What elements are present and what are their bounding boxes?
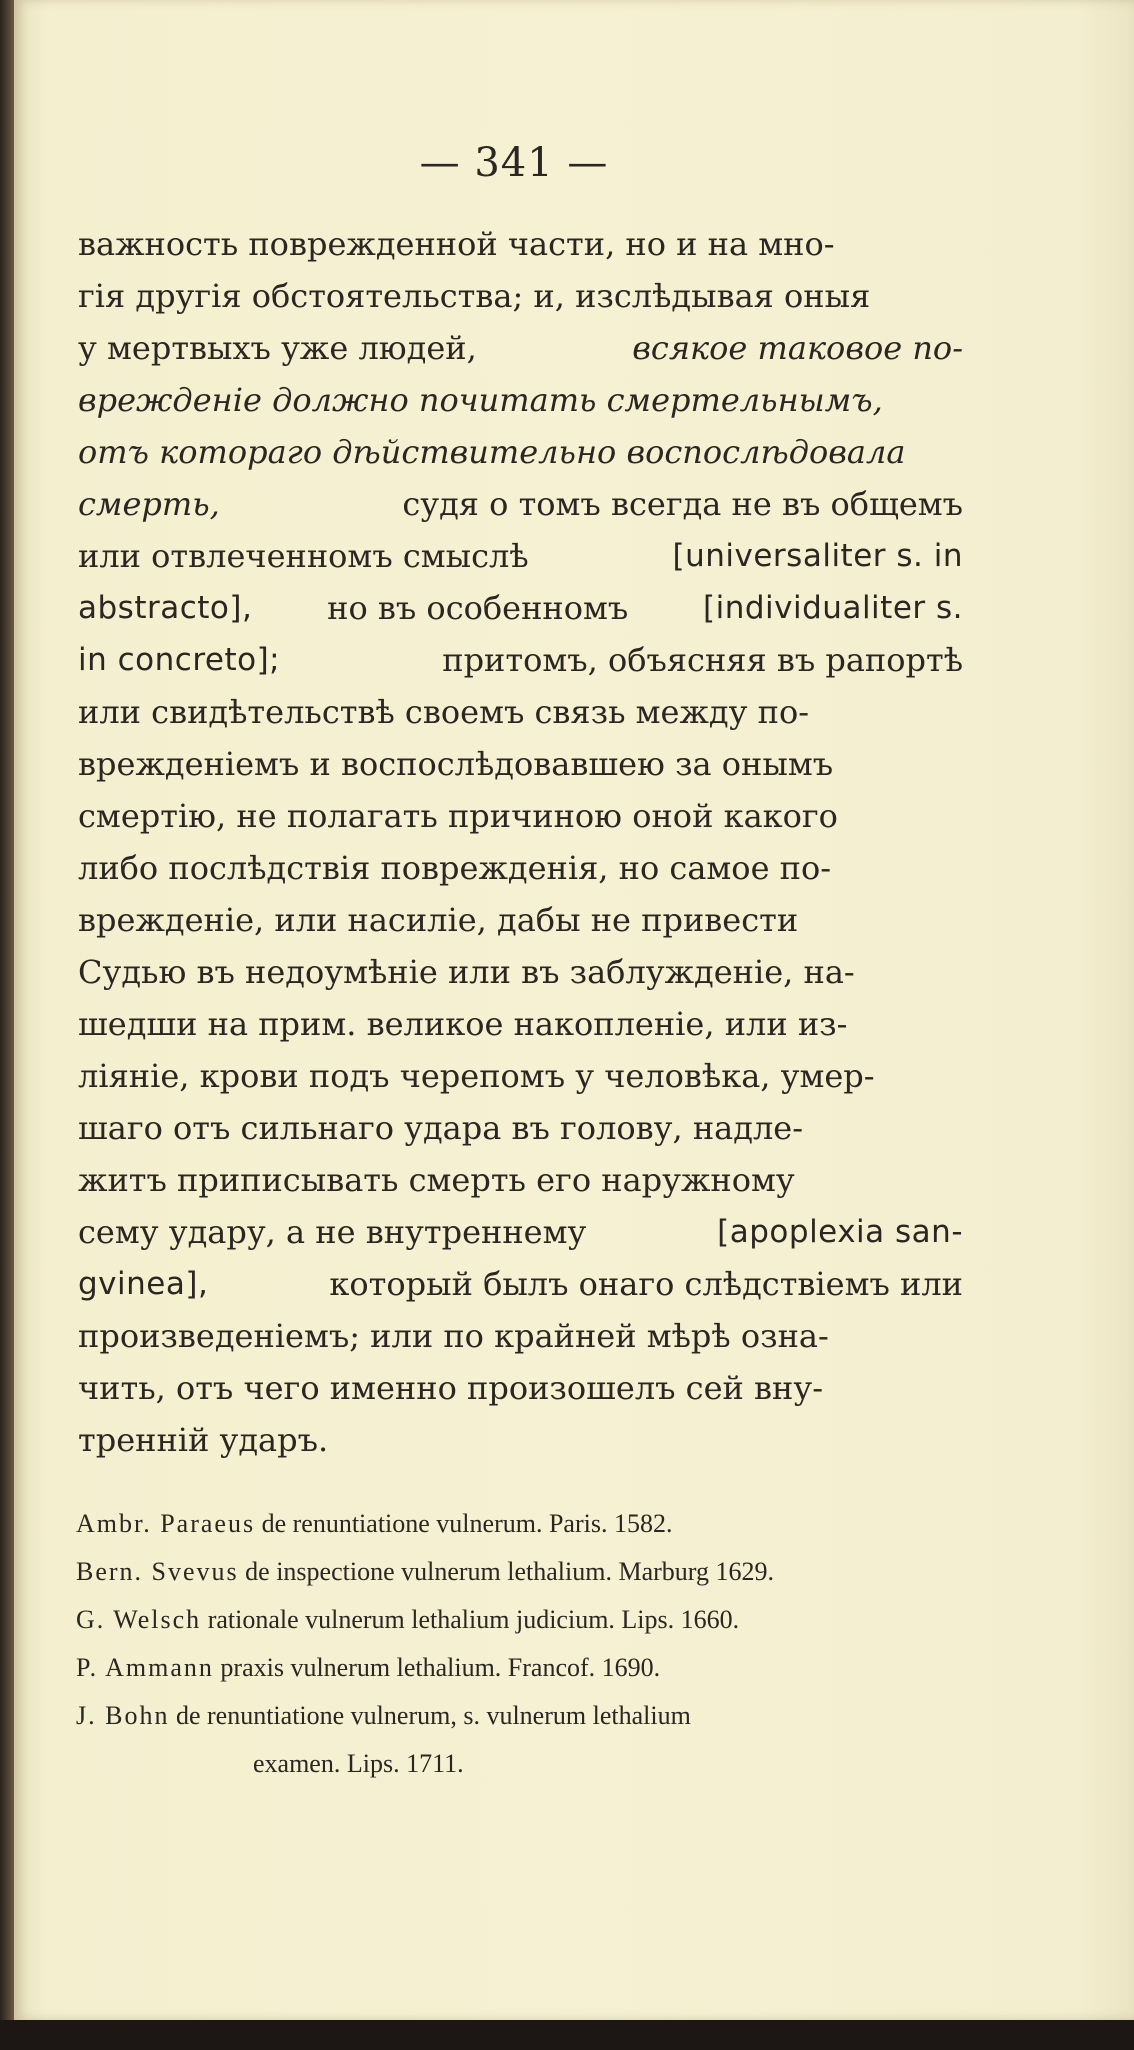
latin-term: gvinea],: [78, 1266, 209, 1302]
text-line: тренній ударъ.: [78, 1421, 329, 1459]
latin-term: abstracto],: [78, 590, 253, 626]
latin-term: [apoplexia san-: [717, 1214, 963, 1250]
text-line: [78, 426, 963, 478]
text-line: житъ приписывать смерть его наружному: [78, 1161, 795, 1199]
reference-author: Ambr. Paraeus: [76, 1509, 256, 1538]
reference-author: P. Ammann: [76, 1653, 214, 1682]
reference-item: [76, 1692, 964, 1740]
text-line: или отвлеченномъ смыслѣ [universaliter s. in: [78, 530, 963, 582]
reference-item: [76, 1644, 964, 1692]
bibliography: [76, 1500, 964, 1788]
main-text: [78, 218, 963, 1466]
text-line: смерть, судя о томъ всегда не въ общемъ: [78, 478, 963, 530]
reference-text: praxis vulnerum lethalium. Francof. 1690.: [220, 1653, 661, 1682]
page-number: — 341 —: [419, 140, 609, 186]
text-line: abstracto], но въ особенномъ [individualiter s.: [78, 582, 963, 634]
text-line: врежденіе, или насиліе, дабы не привести: [78, 901, 799, 939]
book-binding-edge: [0, 0, 14, 2050]
text-line: произведеніемъ; или по крайней мѣрѣ озна-: [78, 1317, 829, 1355]
latin-term: in concreto];: [78, 642, 281, 678]
text-line: шаго отъ сильнаго удара въ голову, надле-: [78, 1109, 804, 1147]
text-line: либо послѣдствія поврежденія, но самое по-: [78, 849, 832, 887]
text-line: гія другія обстоятельства; и, изслѣдывая оныя: [78, 277, 871, 315]
text-line: сему удару, а не внутреннему [apoplexia san-: [78, 1206, 963, 1258]
reference-item-continued: [76, 1740, 964, 1788]
reference-item: [76, 1500, 964, 1548]
text-line: или свидѣтельствѣ своемъ связь между по-: [78, 693, 810, 731]
emphasis-text: отъ котораго дѣйствительно воспослѣдовала: [78, 433, 906, 471]
reference-item: [76, 1548, 964, 1596]
reference-text: rationale vulnerum lethalium judicium. Lips. 1660.: [207, 1605, 740, 1634]
emphasis-text: врежденіе должно почитать смертельнымъ,: [78, 381, 883, 419]
text-line: [78, 374, 963, 426]
reference-text: de renuntiatione vulnerum. Paris. 1582.: [261, 1509, 673, 1538]
text-line: gvinea], который былъ онаго слѣдствіемъ или: [78, 1258, 963, 1310]
latin-term: [universaliter s. in: [672, 538, 963, 574]
text-line: важность поврежденной части, но и на мно-: [78, 225, 835, 263]
emphasis-text: смерть,: [78, 485, 220, 523]
text-line: у мертвыхъ уже людей, всякое таковое по-: [78, 322, 963, 374]
text-line: in concreto]; притомъ, объясняя въ рапортѣ: [78, 634, 963, 686]
reference-author: G. Welsch: [76, 1605, 202, 1634]
text-line: смертію, не полагать причиною оной какого: [78, 797, 838, 835]
reference-author: J. Bohn: [76, 1701, 170, 1730]
book-page: [14, 0, 1134, 2020]
page-bottom-shadow: [0, 2020, 1134, 2050]
text-line: шедши на прим. великое накопленіе, или из-: [78, 1005, 848, 1043]
reference-text: de renuntiatione vulnerum, s. vulnerum lethalium: [175, 1701, 691, 1730]
latin-term: [individualiter s.: [703, 590, 963, 626]
reference-text: examen. Lips. 1711.: [253, 1749, 464, 1778]
text-line: врежденіемъ и воспослѣдовавшею за онымъ: [78, 745, 834, 783]
text-line: чить, отъ чего именно произошелъ сей вну-: [78, 1369, 824, 1407]
text-line: Судью въ недоумѣніе или въ заблужденіе, на-: [78, 953, 855, 991]
reference-text: de inspectione vulnerum lethalium. Marburg 1629.: [245, 1557, 774, 1586]
text-line: ліяніе, крови подъ черепомъ у человѣка, умер-: [78, 1057, 875, 1095]
reference-author: Bern. Svevus: [76, 1557, 239, 1586]
reference-item: [76, 1596, 964, 1644]
emphasis-text: всякое таковое по-: [632, 329, 963, 367]
